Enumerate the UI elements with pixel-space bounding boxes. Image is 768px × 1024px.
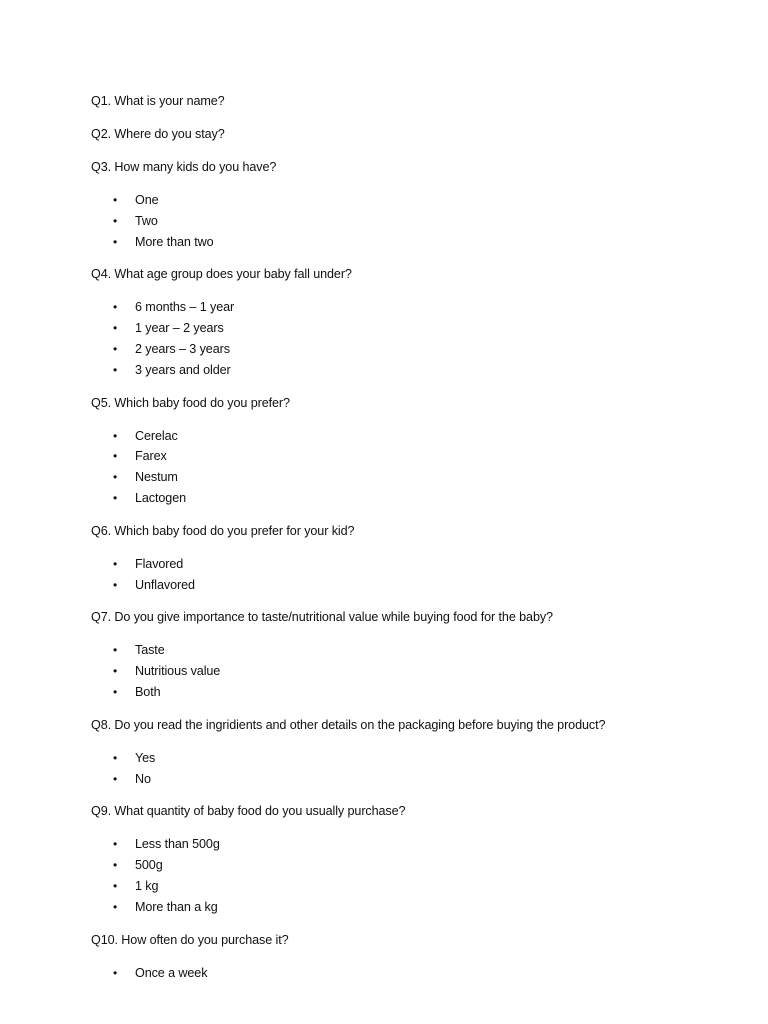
question-text: Q10. How often do you purchase it?: [91, 932, 289, 947]
option-label: Flavored: [135, 556, 184, 571]
option-item: [91, 876, 731, 897]
option-item: [91, 467, 731, 488]
option-list: [91, 640, 731, 702]
option-item: [91, 488, 731, 509]
question-text: Q4. What age group does your baby fall under?: [91, 267, 352, 282]
option-item: [91, 640, 731, 661]
option-item: [91, 339, 731, 360]
option-label: No: [135, 771, 151, 786]
bullet-icon: •: [113, 684, 118, 699]
option-label: Farex: [135, 449, 167, 464]
option-list: [91, 426, 731, 509]
bullet-icon: •: [113, 771, 118, 786]
option-label: Nestum: [135, 470, 178, 485]
option-label: Unflavored: [135, 577, 195, 592]
option-label: Once a week: [135, 965, 208, 980]
option-item: [91, 554, 731, 575]
option-item: [91, 834, 731, 855]
option-label: Nutritious value: [135, 664, 221, 679]
bullet-icon: •: [113, 213, 118, 228]
bullet-icon: •: [113, 193, 118, 207]
bullet-icon: •: [113, 321, 118, 336]
bullet-icon: •: [113, 899, 118, 914]
bullet-icon: •: [113, 965, 118, 980]
question-text: Q2. Where do you stay?: [91, 127, 225, 141]
option-list: [91, 554, 731, 596]
option-label: Less than 500g: [135, 837, 220, 852]
option-item: [91, 769, 731, 790]
option-item: [91, 855, 731, 876]
bullet-icon: •: [113, 428, 118, 443]
bullet-icon: •: [113, 470, 118, 485]
option-item: [91, 211, 731, 232]
option-list: [91, 834, 731, 917]
bullet-icon: •: [113, 300, 118, 315]
option-label: More than two: [135, 234, 214, 249]
option-label: Both: [135, 684, 161, 699]
question-text: Q9. What quantity of baby food do you usually purchase?: [91, 804, 406, 819]
option-list: [91, 190, 731, 252]
question-text: Q6. Which baby food do you prefer for your kid?: [91, 523, 355, 538]
bullet-icon: •: [113, 362, 118, 377]
question-text: Q8. Do you read the ingridients and other details on the packaging before buying the product?: [91, 717, 606, 732]
option-label: Taste: [135, 643, 165, 658]
bullet-icon: •: [113, 234, 118, 249]
option-item: [91, 963, 731, 984]
bullet-icon: •: [113, 664, 118, 679]
bullet-icon: •: [113, 837, 118, 852]
option-list: [91, 963, 731, 984]
question-text: Q1. What is your name?: [91, 94, 225, 108]
option-item: [91, 661, 731, 682]
option-label: Yes: [135, 750, 156, 765]
bullet-icon: •: [113, 878, 118, 893]
bullet-icon: •: [113, 858, 118, 873]
option-label: Lactogen: [135, 490, 187, 505]
option-label: 3 years and older: [135, 362, 231, 377]
option-item: [91, 426, 731, 447]
question-text: Q5. Which baby food do you prefer?: [91, 395, 290, 410]
option-label: 6 months – 1 year: [135, 300, 235, 315]
option-item: [91, 748, 731, 769]
option-item: [91, 232, 731, 253]
bullet-icon: •: [113, 577, 118, 592]
question-text: Q7. Do you give importance to taste/nutritional value while buying food for the baby?: [91, 610, 553, 625]
option-label: Two: [135, 213, 158, 228]
option-label: 1 kg: [135, 878, 159, 893]
option-label: 2 years – 3 years: [135, 341, 230, 356]
bullet-icon: •: [113, 449, 118, 464]
option-item: [91, 318, 731, 339]
option-item: [91, 446, 731, 467]
option-list: [91, 748, 731, 790]
bullet-icon: •: [113, 750, 118, 765]
option-label: Cerelac: [135, 428, 178, 443]
option-list: [91, 297, 731, 380]
option-label: 500g: [135, 858, 163, 873]
questionnaire-document: [91, 92, 731, 996]
option-label: 1 year – 2 years: [135, 321, 224, 336]
option-item: [91, 360, 731, 381]
option-item: [91, 190, 731, 211]
option-item: [91, 297, 731, 318]
option-label: One: [135, 193, 159, 207]
option-item: [91, 682, 731, 703]
question-text: Q3. How many kids do you have?: [91, 160, 277, 174]
option-label: More than a kg: [135, 899, 218, 914]
option-item: [91, 575, 731, 596]
bullet-icon: •: [113, 556, 118, 571]
bullet-icon: •: [113, 643, 118, 658]
option-item: [91, 897, 731, 918]
bullet-icon: •: [113, 341, 118, 356]
bullet-icon: •: [113, 490, 118, 505]
